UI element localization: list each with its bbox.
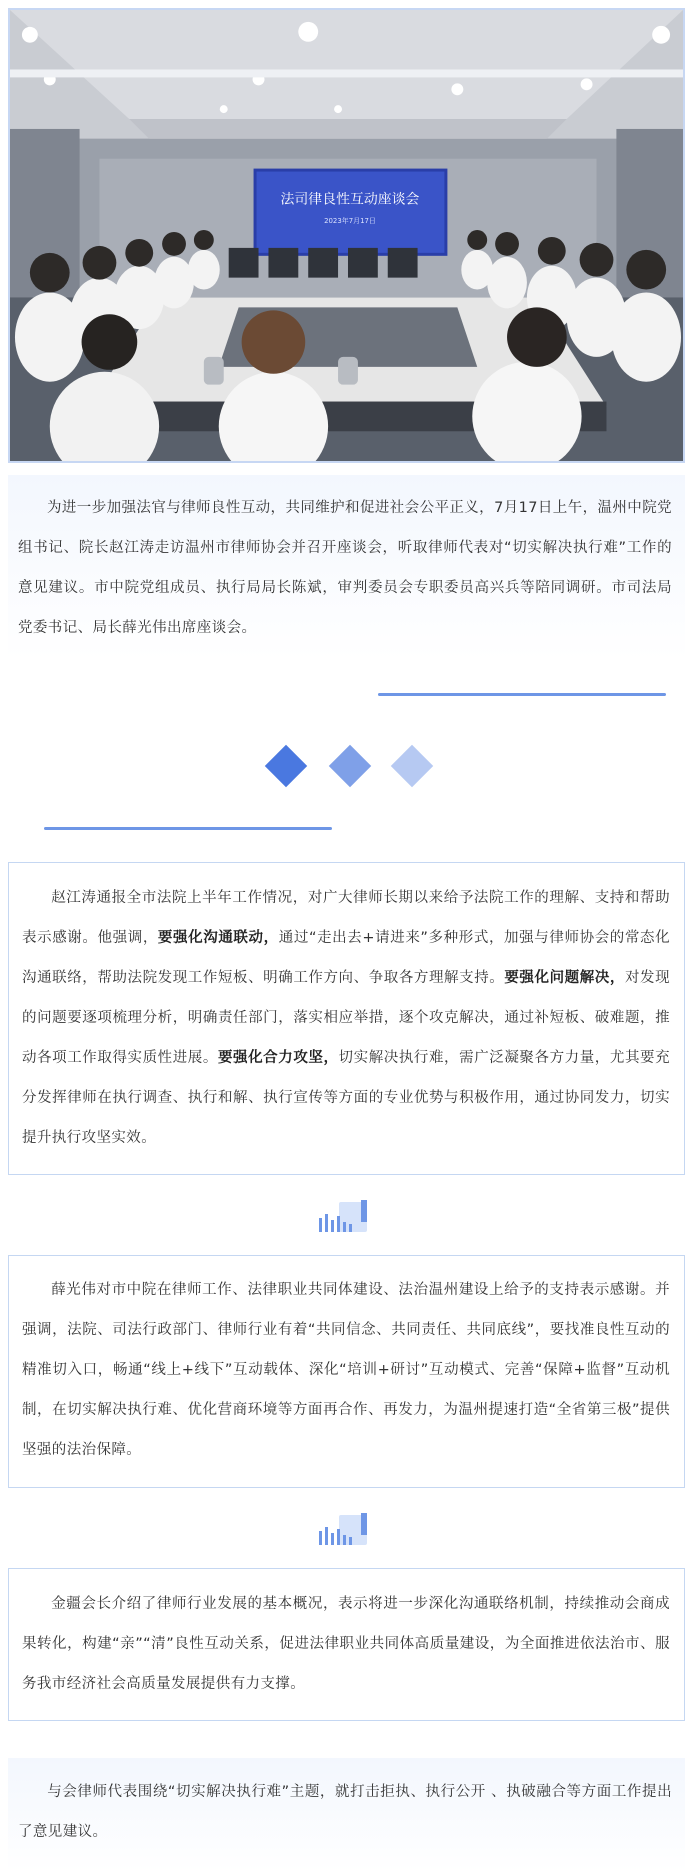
meeting-photo: [8, 8, 685, 463]
section1-text-2: 通过“走出去+请进来”多种形式，加强与律师协会的常态化沟通联络，帮助法院发现工作短板、明确工作方向、争取各方理解支持。: [22, 930, 670, 986]
section1-text-1: 赵江涛通报全市法院上半年工作情况，对广大律师长期以来给予法院工作的理解、支持和帮助表示感谢。他强调，: [22, 890, 670, 946]
divider-line-bottom: [44, 827, 332, 830]
diamond-light: [391, 745, 433, 787]
section1-bold-2: 要强化问题解决，: [504, 970, 625, 986]
section2-text: 薛光伟对市中院在律师工作、法律职业共同体建设、法治温州建设上给予的支持表示感谢。并强调，法院、司法行政部门、律师行业有着“共同信念、共同责任、共同底线”，要找准良性互动的精准切入口，畅通“线上+线下”互动载体、深化“培训+研讨”互动模式、完善“保障+监督”互动机制，在切实解决执行难、优化营商环境等方面再合作、再发力，为温州提速打造“全省第三极”提供坚强的法治保障。: [22, 1282, 670, 1458]
screen-title: 法司律良性互动座谈会: [280, 191, 420, 208]
section1-bold-1: 要强化沟通联动，: [157, 930, 279, 946]
diamond-mid: [329, 745, 371, 787]
screen-subtitle: 2023年7月17日: [324, 217, 376, 226]
section1-text-3: 对发现的问题要逐项梳理分析，明确责任部门，落实相应举措，逐个攻克解决，通过补短板、破难题，推动各项工作取得实质性进展。: [22, 970, 671, 1066]
section1-bold-3: 要强化合力攻坚，: [217, 1050, 339, 1066]
intro-text: 为进一步加强法官与律师良性互动，共同维护和促进社会公平正义，7月17日上午，温州中院党组书记、院长赵江涛走访温州市律师协会并召开座谈会，听取律师代表对“切实解决执行难”工作的意见建议。市中院党组成员、执行局局长陈斌，审判委员会专职委员高兴兵等陪同调研。市司法局党委书记、局长薛光伟出席座谈会。: [18, 500, 672, 636]
section3-paragraph: [22, 1584, 670, 1704]
intro-paragraph: [18, 488, 672, 648]
diamond-dark: [265, 745, 307, 787]
divider-line-top: [378, 693, 666, 696]
section4-text: 与会律师代表围绕“切实解决执行难”主题，就打击拒执、执行公开 、执破融合等方面工作提出了意见建议。: [18, 1784, 672, 1840]
bar-chart-icon: [317, 1513, 371, 1547]
bar-chart-icon: [317, 1200, 371, 1234]
section3-text: 金疆会长介绍了律师行业发展的基本概况，表示将进一步深化沟通联络机制，持续推动会商成果转化，构建“亲”“清”良性互动关系，促进法律职业共同体高质量建设，为全面推进依法治市、服务我市经济社会高质量发展提供有力支撑。: [22, 1596, 670, 1692]
section2-paragraph: [22, 1270, 670, 1470]
section1-paragraph: [22, 878, 670, 1158]
section1-text-4: 切实解决执行难，需广泛凝聚各方力量，尤其要充分发挥律师在执行调查、执行和解、执行宣传等方面的专业优势与积极作用，通过协同发力，切实提升执行攻坚实效。: [22, 1050, 670, 1146]
section4-paragraph: [18, 1772, 672, 1852]
